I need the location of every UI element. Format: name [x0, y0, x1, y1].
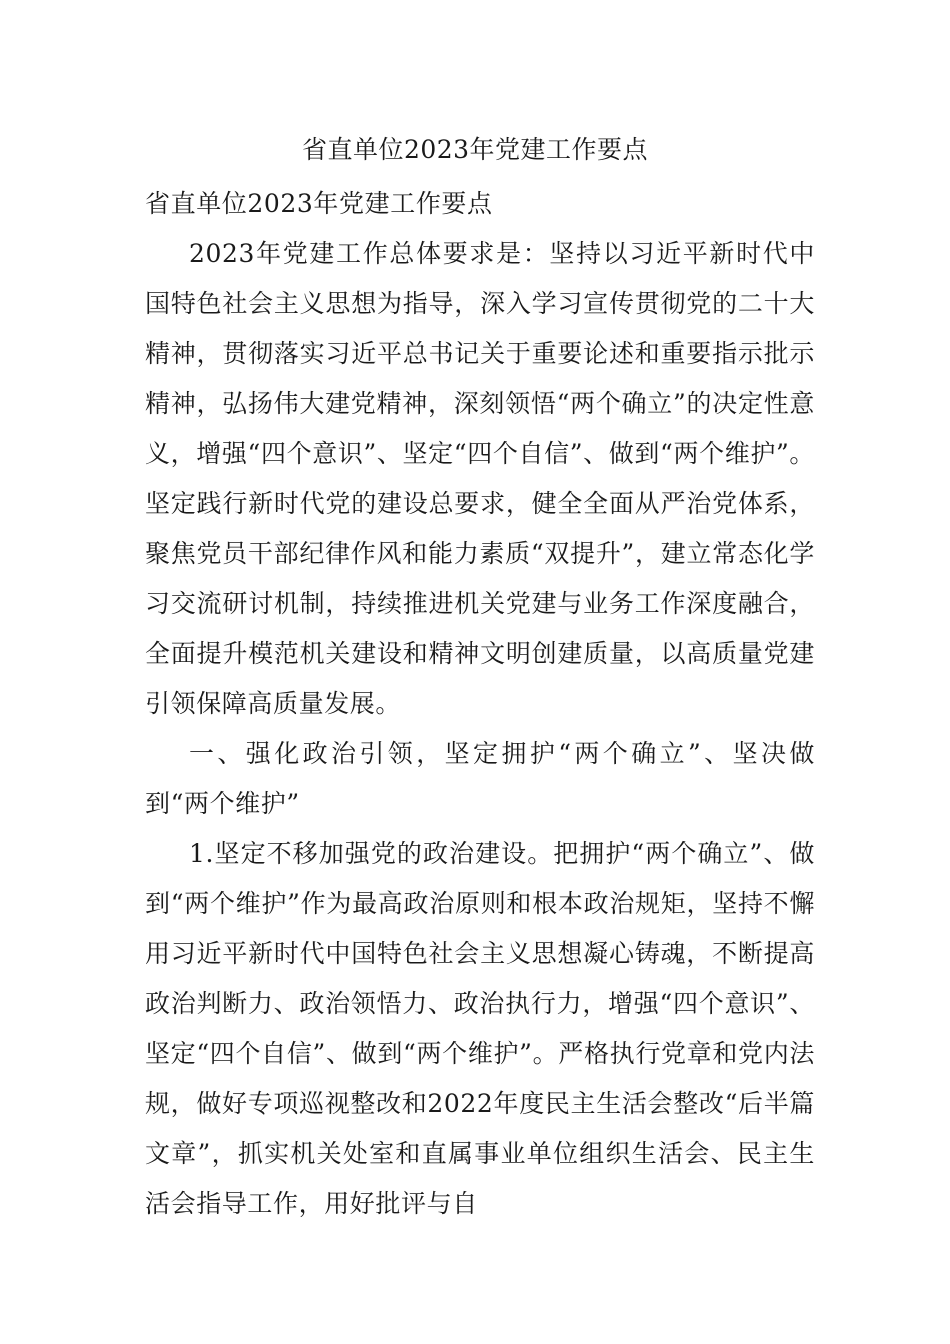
document-title: 省直单位2023年党建工作要点	[301, 135, 649, 164]
document-body	[145, 179, 815, 1229]
document-subtitle: 省直单位2023年党建工作要点	[145, 189, 493, 218]
section-heading-1: 一、强化政治引领，坚定拥护“两个确立”、坚决做到“两个维护”	[145, 739, 815, 818]
paragraph-overall-requirements: 2023年党建工作总体要求是：坚持以习近平新时代中国特色社会主义思想为指导，深入学习宣传贯彻党的二十大精神，贯彻落实习近平总书记关于重要论述和重要指示批示精神，弘扬伟大建党精神，深刻领悟“两个确立”的决定性意义，增强“四个意识”、坚定“四个自信”、做到“两个维护”。坚定践行新时代党的建设总要求，健全全面从严治党体系，聚焦党员干部纪律作风和能力素质“双提升”，建立常态化学习交流研讨机制，持续推进机关党建与业务工作深度融合，全面提升模范机关建设和精神文明创建质量，以高质量党建引领保障高质量发展。	[145, 239, 815, 718]
paragraph-political-building: 1.坚定不移加强党的政治建设。把拥护“两个确立”、做到“两个维护”作为最高政治原则和根本政治规矩，坚持不懈用习近平新时代中国特色社会主义思想凝心铸魂，不断提高政治判断力、政治领悟力、政治执行力，增强“四个意识”、坚定“四个自信”、做到“两个维护”。严格执行党章和党内法规，做好专项巡视整改和2022年度民主生活会整改“后半篇文章”，抓实机关处室和直属事业单位组织生活会、民主生活会指导工作，用好批评与自	[145, 839, 815, 1218]
